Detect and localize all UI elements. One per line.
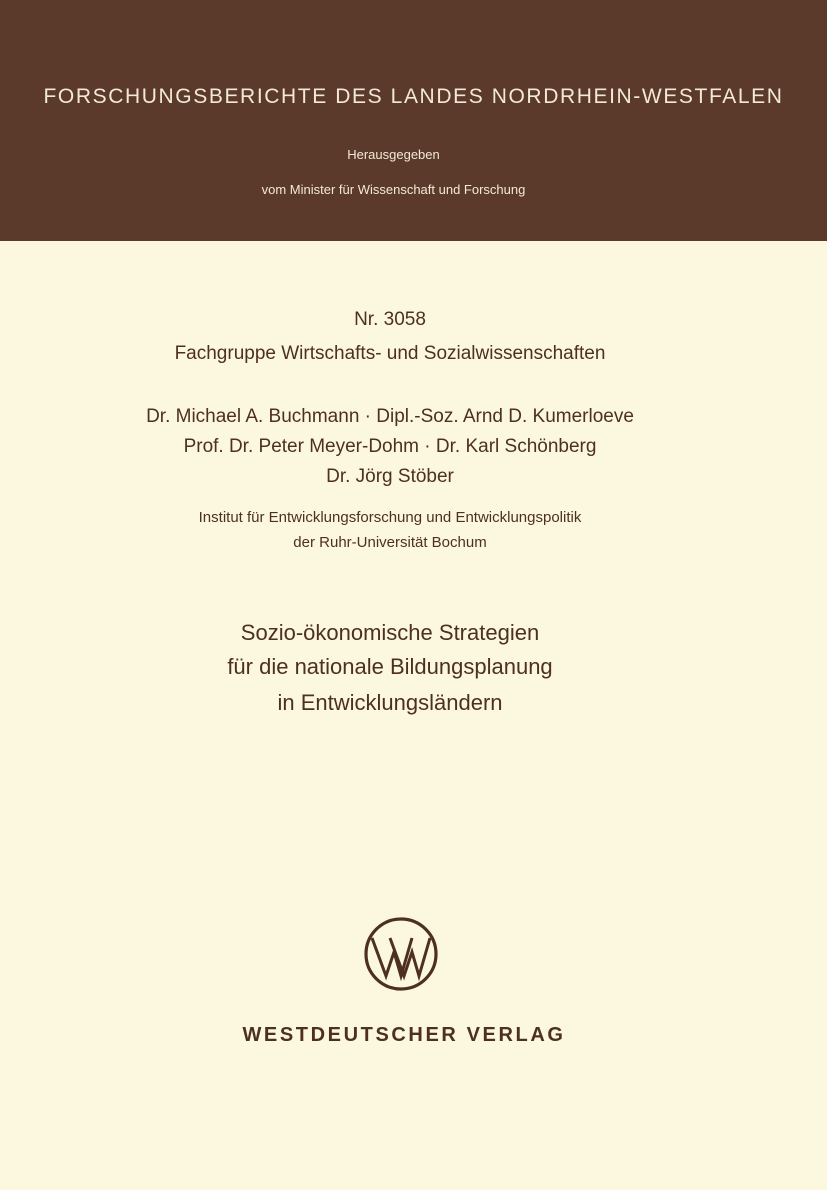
book-title-line-1: Sozio-ökonomische Strategien <box>240 620 540 645</box>
subject-group: Fachgruppe Wirtschafts- und Sozialwissenschaften <box>174 343 606 364</box>
edited-by-label: Herausgegeben <box>347 147 440 162</box>
wv-circle-logo-icon <box>363 916 439 992</box>
book-title-line-3: in Entwicklungsländern <box>277 690 503 715</box>
author-line-1: Dr. Michael A. Buchmann · Dipl.-Soz. Arnd D. Kumerloeve <box>146 406 634 427</box>
publisher-name: WESTDEUTSCHER VERLAG <box>242 1024 566 1046</box>
author-line-3: Dr. Jörg Stöber <box>326 466 454 487</box>
series-title: FORSCHUNGSBERICHTE DES LANDES NORDRHEIN-WESTFALEN <box>43 85 784 108</box>
editor-line: vom Minister für Wissenschaft und Forschung <box>261 182 526 197</box>
report-number: Nr. 3058 <box>354 309 426 330</box>
author-line-2: Prof. Dr. Peter Meyer-Dohm · Dr. Karl Schönberg <box>183 436 597 457</box>
header-band <box>0 0 827 241</box>
book-title-line-2: für die nationale Bildungsplanung <box>227 654 553 679</box>
institute-line-1: Institut für Entwicklungsforschung und Entwicklungspolitik <box>198 509 582 526</box>
institute-line-2: der Ruhr-Universität Bochum <box>293 534 487 551</box>
